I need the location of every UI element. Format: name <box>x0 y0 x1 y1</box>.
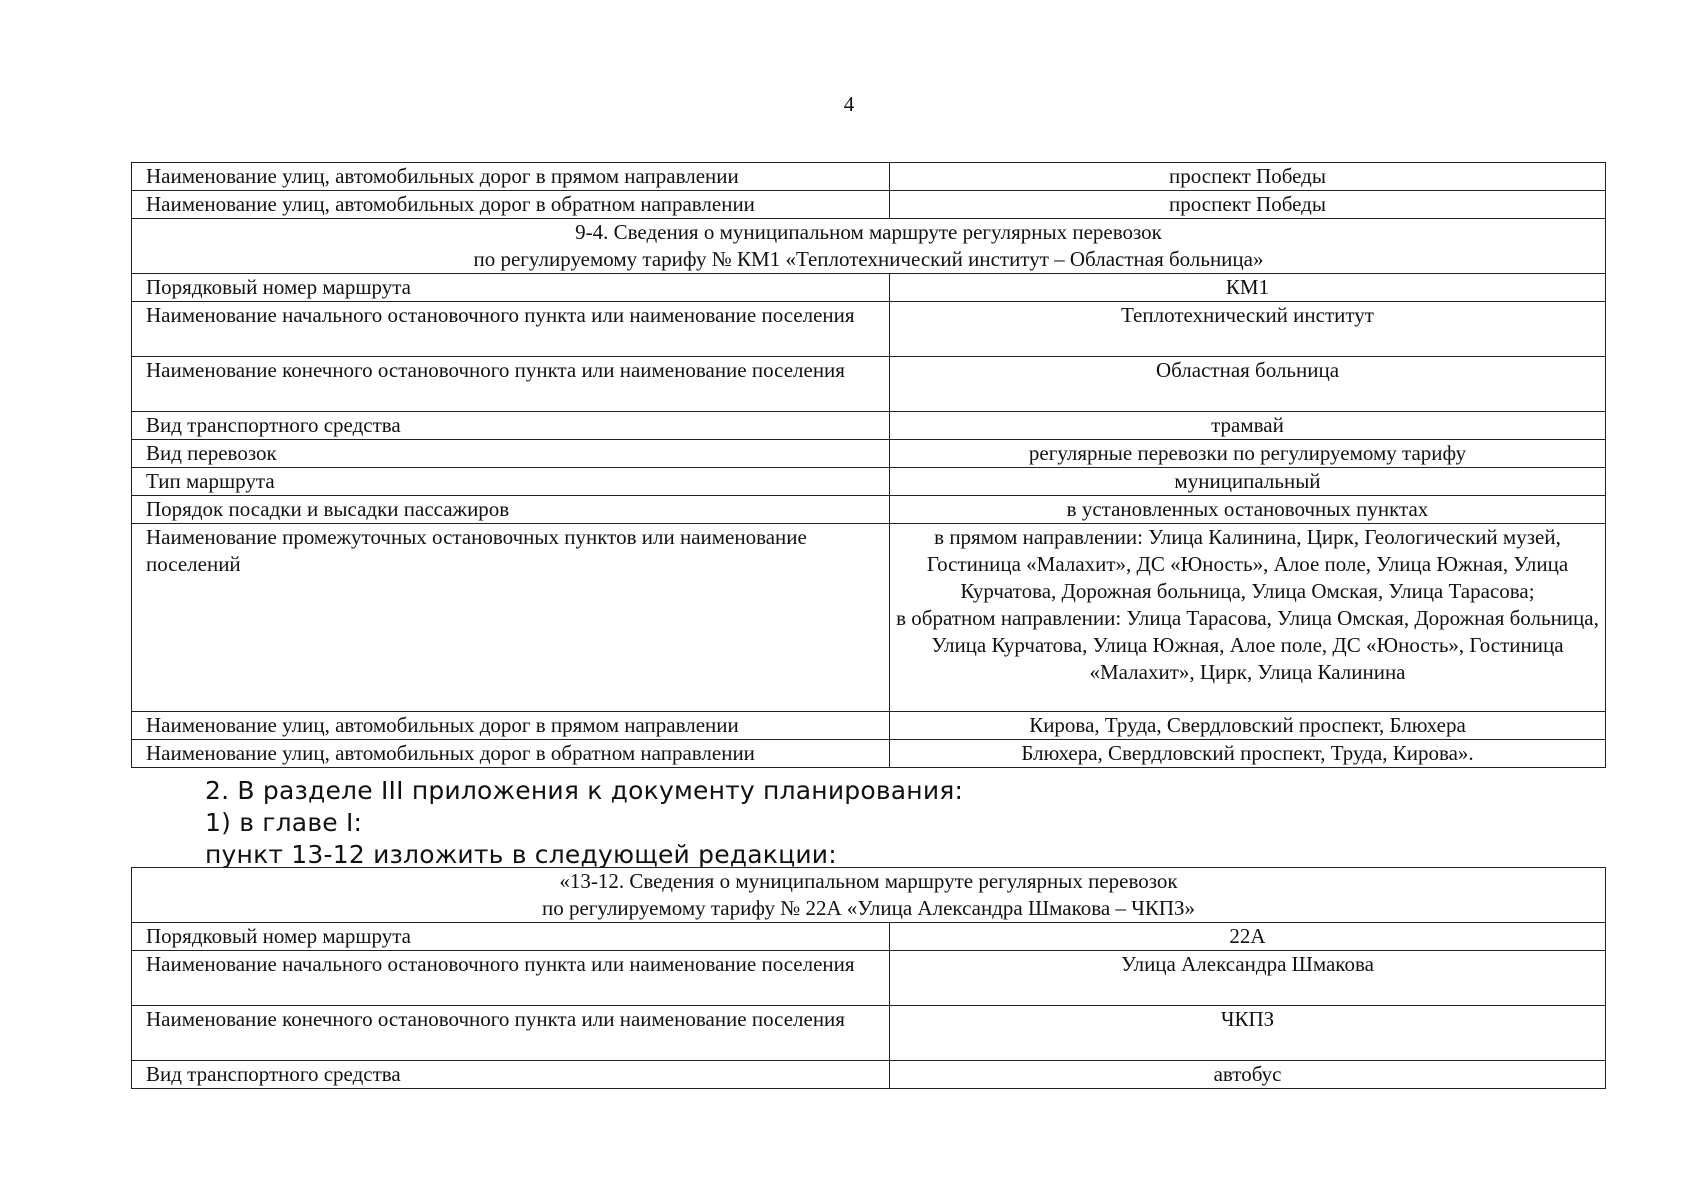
forward-stops: в прямом направлении: Улица Калинина, Цирк, Геологический музей, Гостиница «Малахит», ДС «Юность», Алое поле, Улица Южная, Улица Курчатова, Дорожная больница, Улица Омская, Улица Тарасова; <box>926 525 1569 603</box>
table-row <box>132 163 1606 191</box>
paragraph: 1) в главе I: <box>205 808 363 837</box>
row-label: Тип маршрута <box>132 468 890 496</box>
section-header-row <box>132 219 1606 274</box>
table-row <box>132 951 1606 1006</box>
row-value: КМ1 <box>890 274 1606 302</box>
row-value: автобус <box>890 1061 1606 1089</box>
row-label: Наименование улиц, автомобильных дорог в обратном направлении <box>132 740 890 768</box>
row-label: Наименование конечного остановочного пункта или наименование поселения <box>132 357 890 412</box>
table-row <box>132 440 1606 468</box>
table-row <box>132 191 1606 219</box>
table-row <box>132 1006 1606 1061</box>
row-value: регулярные перевозки по регулируемому тарифу <box>890 440 1606 468</box>
intermediate-stops-value <box>890 524 1606 712</box>
row-value: Блюхера, Свердловский проспект, Труда, Кирова». <box>890 740 1606 768</box>
row-label: Порядковый номер маршрута <box>132 274 890 302</box>
row-value: Теплотехнический институт <box>890 302 1606 357</box>
table-row <box>132 1061 1606 1089</box>
row-label: Наименование улиц, автомобильных дорог в прямом направлении <box>132 712 890 740</box>
table-row <box>132 740 1606 768</box>
row-value: Областная больница <box>890 357 1606 412</box>
row-value: проспект Победы <box>890 191 1606 219</box>
row-value: муниципальный <box>890 468 1606 496</box>
row-value: ЧКПЗ <box>890 1006 1606 1061</box>
table-row <box>132 468 1606 496</box>
section-header-line: по регулируемому тарифу № 22А «Улица Александра Шмакова – ЧКПЗ» <box>541 896 1196 920</box>
backward-stops: в обратном направлении: Улица Тарасова, Улица Омская, Дорожная больница, Улица Курчатова, Улица Южная, Алое поле, ДС «Юность», Гостиница «Малахит», Цирк, Улица Калинина <box>896 606 1599 684</box>
section-header-line: «13-12. Сведения о муниципальном маршруте регулярных перевозок <box>559 869 1178 893</box>
table-row <box>132 302 1606 357</box>
row-value: Улица Александра Шмакова <box>890 951 1606 1006</box>
table-row <box>132 923 1606 951</box>
row-label: Наименование улиц, автомобильных дорог в обратном направлении <box>132 191 890 219</box>
section-header-row <box>132 868 1606 923</box>
table-row <box>132 274 1606 302</box>
row-label: Вид транспортного средства <box>132 412 890 440</box>
table-row <box>132 357 1606 412</box>
table-row-intermediate-stops <box>132 524 1606 712</box>
section-header-line: по регулируемому тарифу № КМ1 «Теплотехнический институт – Областная больница» <box>473 247 1264 271</box>
table-row <box>132 496 1606 524</box>
row-label: Вид перевозок <box>132 440 890 468</box>
route-table-km1 <box>131 162 1606 768</box>
row-value: в установленных остановочных пунктах <box>890 496 1606 524</box>
section-header <box>132 868 1606 923</box>
row-label: Наименование промежуточных остановочных пунктов или наименование поселений <box>132 524 890 712</box>
row-label: Наименование конечного остановочного пункта или наименование поселения <box>132 1006 890 1061</box>
page-number: 4 <box>843 92 855 116</box>
row-label: Наименование улиц, автомобильных дорог в прямом направлении <box>132 163 890 191</box>
row-value: 22А <box>890 923 1606 951</box>
section-header-line: 9-4. Сведения о муниципальном маршруте регулярных перевозок <box>575 220 1162 244</box>
paragraph: пункт 13-12 изложить в следующей редакции: <box>205 840 837 869</box>
section-header <box>132 219 1606 274</box>
row-label: Наименование начального остановочного пункта или наименование поселения <box>132 302 890 357</box>
table-row <box>132 412 1606 440</box>
row-label: Вид транспортного средства <box>132 1061 890 1089</box>
paragraph: 2. В разделе III приложения к документу планирования: <box>205 776 964 805</box>
table-row <box>132 712 1606 740</box>
row-value: проспект Победы <box>890 163 1606 191</box>
row-label: Порядок посадки и высадки пассажиров <box>132 496 890 524</box>
route-table-22a <box>131 867 1606 1089</box>
row-value: Кирова, Труда, Свердловский проспект, Блюхера <box>890 712 1606 740</box>
row-label: Порядковый номер маршрута <box>132 923 890 951</box>
row-value: трамвай <box>890 412 1606 440</box>
row-label: Наименование начального остановочного пункта или наименование поселения <box>132 951 890 1006</box>
